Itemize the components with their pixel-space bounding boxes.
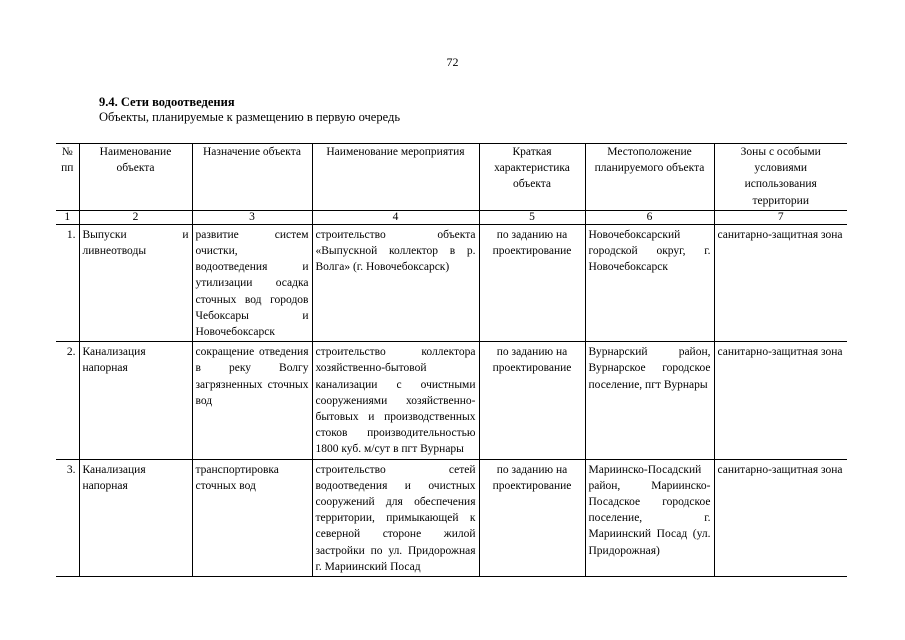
characteristic-cell: по заданию на проектирование: [479, 224, 585, 341]
row-number: 2.: [56, 342, 79, 459]
objects-table: [56, 143, 847, 577]
column-number: 4: [312, 210, 479, 224]
object-name-cell: Выпуски и ливнеотводы: [79, 224, 192, 341]
table-row: [56, 342, 847, 459]
table-header-row: [56, 144, 847, 211]
zones-cell: санитарно-защитная зона: [714, 459, 847, 576]
header-zones: Зоны с особыми условиями использования территории: [714, 144, 847, 211]
table-row: [56, 459, 847, 576]
purpose-cell: развитие систем очистки, водоотведения и утилизации осадка сточных вод городов Чебоксары и Новочебоксарск: [192, 224, 312, 341]
column-number: 3: [192, 210, 312, 224]
column-number: 2: [79, 210, 192, 224]
section-subtitle: Объекты, планируемые к размещению в первую очередь: [99, 110, 401, 124]
location-cell: Вурнарский район, Вурнарское городское поселение, пгт Вурнары: [585, 342, 714, 459]
table-row: [56, 224, 847, 341]
column-number: 5: [479, 210, 585, 224]
object-name-cell: Канализация напорная: [79, 342, 192, 459]
header-location: Местоположение планируемого объекта: [585, 144, 714, 211]
row-number: 3.: [56, 459, 79, 576]
page-number: 72: [446, 55, 459, 69]
measure-cell: строительство сетей водоотведения и очистных сооружений для обеспечения территории, примыкающей к северной стороне жилой застройки по ул. Придорожная г. Мариинский Посад: [312, 459, 479, 576]
header-measure: Наименование мероприятия: [312, 144, 479, 211]
characteristic-cell: по заданию на проектирование: [479, 459, 585, 576]
row-number: 1.: [56, 224, 79, 341]
column-number: 6: [585, 210, 714, 224]
object-name-cell: Канализация напорная: [79, 459, 192, 576]
column-number-row: [56, 210, 847, 224]
column-number: 7: [714, 210, 847, 224]
characteristic-cell: по заданию на проектирование: [479, 342, 585, 459]
header-object-name: Наименование объекта: [79, 144, 192, 211]
measure-cell: строительство объекта «Выпускной коллектор в р. Волга» (г. Новочебоксарск): [312, 224, 479, 341]
zones-cell: санитарно-защитная зона: [714, 224, 847, 341]
header-characteristic: Краткая характеристика объекта: [479, 144, 585, 211]
column-number: 1: [56, 210, 79, 224]
header-purpose: Назначение объекта: [192, 144, 312, 211]
location-cell: Мариинско-Посадский район, Мариинско-Посадское городское поселение, г. Мариинский Посад (ул. Придорожная): [585, 459, 714, 576]
measure-cell: строительство коллектора хозяйственно-бытовой канализации с очистными сооружениями хозяйственно-бытовых и производственных стоков производительностью 1800 куб. м/сут в пгт Вурнары: [312, 342, 479, 459]
purpose-cell: транспортировка сточных вод: [192, 459, 312, 576]
section-title: 9.4. Сети водоотведения: [99, 95, 235, 109]
purpose-cell: сокращение отведения в реку Волгу загрязненных сточных вод: [192, 342, 312, 459]
zones-cell: санитарно-защитная зона: [714, 342, 847, 459]
header-num: № пп: [56, 144, 79, 211]
location-cell: Новочебоксарский городской округ, г. Новочебоксарск: [585, 224, 714, 341]
